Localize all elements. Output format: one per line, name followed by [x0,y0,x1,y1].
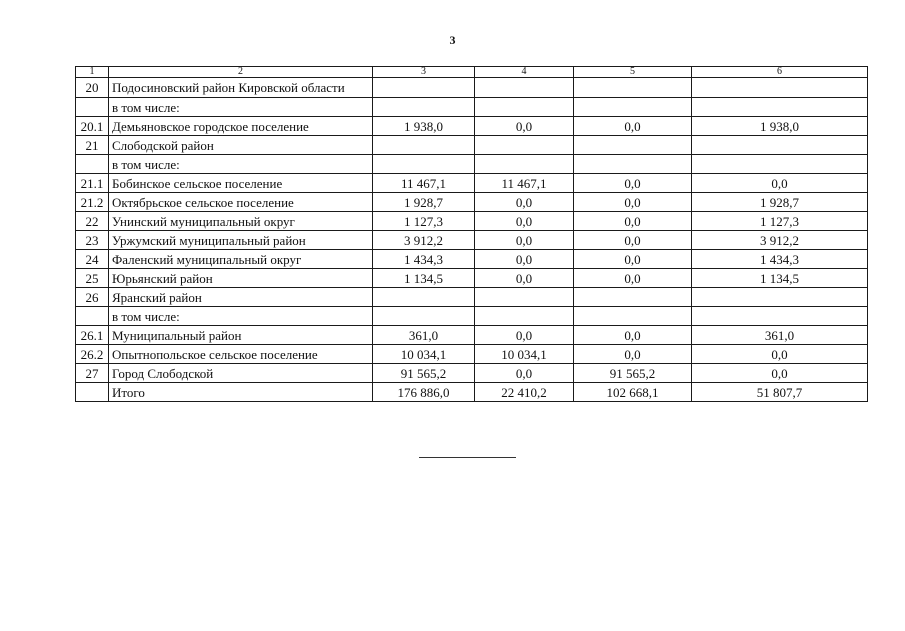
territory-name-cell: Опытнопольское сельское поселение [109,345,373,364]
column-6-value [692,98,868,117]
row-number-cell [76,383,109,402]
column-4-value: 0,0 [475,231,574,250]
table-row [76,288,868,307]
row-number-cell: 21.1 [76,174,109,193]
column-4-value: 0,0 [475,269,574,288]
column-5-value: 0,0 [574,212,692,231]
column-3-value [373,307,475,326]
column-3-value [373,288,475,307]
column-6-value [692,155,868,174]
table-row [76,383,868,402]
column-3-value [373,155,475,174]
column-6-value [692,307,868,326]
column-6-value: 51 807,7 [692,383,868,402]
territory-name-cell: Юрьянский район [109,269,373,288]
column-6-value: 1 938,0 [692,117,868,136]
territory-name-cell: Яранский район [109,288,373,307]
table-row [76,155,868,174]
column-6-value: 361,0 [692,326,868,345]
row-number-cell: 23 [76,231,109,250]
column-6-value [692,136,868,155]
column-3-value: 10 034,1 [373,345,475,364]
column-4-value: 11 467,1 [475,174,574,193]
table-row [76,231,868,250]
row-number-cell [76,307,109,326]
column-5-value: 0,0 [574,193,692,212]
page-number: 3 [449,33,456,47]
table-body [76,78,868,402]
column-3-value: 176 886,0 [373,383,475,402]
row-number-cell: 20.1 [76,117,109,136]
row-number-cell: 25 [76,269,109,288]
territory-name-cell: Муниципальный район [109,326,373,345]
column-5-value: 0,0 [574,326,692,345]
row-number-cell [76,98,109,117]
column-3-value [373,98,475,117]
table-header-row [76,67,868,78]
column-5-value [574,78,692,98]
column-4-value [475,288,574,307]
column-header: 2 [109,67,373,78]
territory-name-cell: Город Слободской [109,364,373,383]
column-5-value: 0,0 [574,231,692,250]
closing-rule [419,457,516,458]
territory-name-cell: в том числе: [109,155,373,174]
column-5-value: 0,0 [574,174,692,193]
column-4-value: 0,0 [475,364,574,383]
column-4-value: 0,0 [475,193,574,212]
row-number-cell [76,155,109,174]
column-5-value: 91 565,2 [574,364,692,383]
territory-name-cell: Итого [109,383,373,402]
column-4-value [475,155,574,174]
column-header: 4 [475,67,574,78]
territory-name-cell: в том числе: [109,307,373,326]
column-4-value: 0,0 [475,250,574,269]
table-row [76,326,868,345]
column-5-value [574,155,692,174]
column-3-value: 361,0 [373,326,475,345]
column-3-value: 3 912,2 [373,231,475,250]
column-6-value: 3 912,2 [692,231,868,250]
row-number-cell: 21.2 [76,193,109,212]
row-number-cell: 22 [76,212,109,231]
column-6-value: 1 434,3 [692,250,868,269]
column-3-value: 1 434,3 [373,250,475,269]
column-3-value: 1 134,5 [373,269,475,288]
row-number-cell: 24 [76,250,109,269]
table-row [76,78,868,98]
column-4-value: 0,0 [475,117,574,136]
row-number-cell: 26.2 [76,345,109,364]
territory-name-cell: Подосиновский район Кировской области [109,78,373,98]
territory-name-cell: Унинский муниципальный округ [109,212,373,231]
column-6-value: 0,0 [692,345,868,364]
row-number-cell: 21 [76,136,109,155]
table-row [76,212,868,231]
column-4-value [475,78,574,98]
row-number-cell: 27 [76,364,109,383]
row-number-cell: 26.1 [76,326,109,345]
column-3-value: 91 565,2 [373,364,475,383]
column-3-value [373,136,475,155]
column-4-value: 0,0 [475,212,574,231]
column-header: 5 [574,67,692,78]
territory-name-cell: Бобинское сельское поселение [109,174,373,193]
column-4-value: 22 410,2 [475,383,574,402]
table-row [76,307,868,326]
column-4-value [475,98,574,117]
column-5-value: 0,0 [574,269,692,288]
column-header: 3 [373,67,475,78]
table-row [76,250,868,269]
table-row [76,364,868,383]
column-6-value [692,288,868,307]
table-row [76,174,868,193]
column-4-value [475,307,574,326]
column-6-value: 0,0 [692,174,868,193]
column-6-value: 1 134,5 [692,269,868,288]
table-row [76,136,868,155]
column-3-value: 1 127,3 [373,212,475,231]
territory-name-cell: Слободской район [109,136,373,155]
column-6-value [692,78,868,98]
column-6-value: 0,0 [692,364,868,383]
column-5-value [574,307,692,326]
column-5-value: 0,0 [574,250,692,269]
table-row [76,193,868,212]
territory-name-cell: Демьяновское городское поселение [109,117,373,136]
territory-name-cell: Октябрьское сельское поселение [109,193,373,212]
column-3-value: 1 928,7 [373,193,475,212]
territory-name-cell: Уржумский муниципальный район [109,231,373,250]
column-3-value [373,78,475,98]
column-3-value: 11 467,1 [373,174,475,193]
column-5-value [574,98,692,117]
column-6-value: 1 928,7 [692,193,868,212]
row-number-cell: 20 [76,78,109,98]
column-5-value: 0,0 [574,345,692,364]
table-row [76,98,868,117]
column-4-value: 10 034,1 [475,345,574,364]
column-5-value: 102 668,1 [574,383,692,402]
column-3-value: 1 938,0 [373,117,475,136]
budget-table [75,66,868,402]
column-5-value [574,136,692,155]
column-6-value: 1 127,3 [692,212,868,231]
row-number-cell: 26 [76,288,109,307]
column-header: 1 [76,67,109,78]
column-4-value: 0,0 [475,326,574,345]
territory-name-cell: в том числе: [109,98,373,117]
table-row [76,345,868,364]
column-5-value [574,288,692,307]
table-row [76,117,868,136]
column-4-value [475,136,574,155]
territory-name-cell: Фаленский муниципальный округ [109,250,373,269]
table-row [76,269,868,288]
column-header: 6 [692,67,868,78]
column-5-value: 0,0 [574,117,692,136]
